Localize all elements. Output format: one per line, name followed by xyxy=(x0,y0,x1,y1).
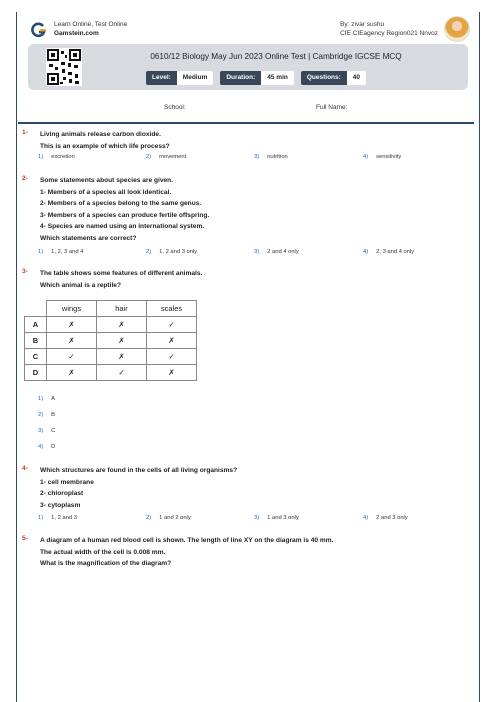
option-4[interactable] xyxy=(363,515,408,521)
option-text: 1 and 3 only xyxy=(267,515,299,521)
option-number: 2) xyxy=(146,515,152,521)
option-2[interactable] xyxy=(146,515,191,521)
question-number: 1- xyxy=(22,129,28,136)
option-number: 4) xyxy=(363,154,369,160)
question-number: 5- xyxy=(22,535,28,542)
question-text xyxy=(40,268,460,291)
questions-value: 40 xyxy=(347,71,366,85)
question-number: 2- xyxy=(22,175,28,182)
table-header-row xyxy=(25,301,197,317)
table-row xyxy=(25,317,197,333)
avatar[interactable] xyxy=(444,16,470,42)
question-text xyxy=(40,535,460,570)
option-4[interactable] xyxy=(363,154,401,160)
option-text: nutrition xyxy=(267,154,288,160)
table-cell: ✗ xyxy=(147,333,197,349)
school-label: School: xyxy=(164,104,186,111)
question-line: Which animal is a reptile? xyxy=(40,281,121,289)
option-text: 1, 2 and 3 xyxy=(51,515,77,521)
column-header: wings xyxy=(47,301,97,317)
option-3[interactable] xyxy=(254,515,299,521)
questions-key: Questions: xyxy=(301,71,347,85)
site-logo-icon xyxy=(30,22,46,38)
table-row xyxy=(25,349,197,365)
option-text: 1, 2 and 3 only xyxy=(159,249,198,255)
question-number: 3- xyxy=(22,268,28,275)
question-line: The actual width of the cell is 0.008 mm. xyxy=(40,548,166,556)
row-label: A xyxy=(25,317,47,333)
author-info xyxy=(340,20,438,38)
column-header: hair xyxy=(97,301,147,317)
table-cell: ✗ xyxy=(147,365,197,381)
options-row xyxy=(38,515,462,525)
level-pill xyxy=(146,71,213,85)
option-2[interactable] xyxy=(146,249,197,255)
table-cell: ✗ xyxy=(97,333,147,349)
option-text: 2, 3 and 4 only xyxy=(376,249,415,255)
test-header xyxy=(28,44,468,90)
question-line: The table shows some features of different animals. xyxy=(40,270,203,277)
table-cell: ✗ xyxy=(97,349,147,365)
option-number: 1) xyxy=(38,154,44,160)
level-key: Level: xyxy=(146,71,177,85)
option-text: A xyxy=(51,396,56,402)
table-cell: ✗ xyxy=(47,333,97,349)
option-number: 2) xyxy=(146,249,152,255)
option-text: 2 and 3 only xyxy=(376,515,408,521)
level-value: Medium xyxy=(177,71,214,85)
site-tagline xyxy=(54,20,127,38)
option-2[interactable] xyxy=(146,154,186,160)
option-number: 2) xyxy=(38,412,44,418)
option-number: 1) xyxy=(38,396,44,402)
table-cell: ✓ xyxy=(97,365,147,381)
question-line: Which structures are found in the cells of all living organisms? xyxy=(40,467,238,474)
question-line: 2- Members of a species belong to the same genus. xyxy=(40,200,202,207)
question-text xyxy=(40,129,460,152)
full-name-label: Full Name: xyxy=(316,104,348,111)
duration-value: 45 min xyxy=(261,71,294,85)
row-label: D xyxy=(25,365,47,381)
site-link[interactable]: Gamstein.com xyxy=(54,30,99,37)
option-1[interactable] xyxy=(38,154,75,160)
option-number: 1) xyxy=(38,249,44,255)
option-1[interactable] xyxy=(38,515,77,521)
option-text: 1, 2, 3 and 4 xyxy=(51,249,84,255)
animal-features-table xyxy=(24,300,197,381)
questions-pill xyxy=(301,71,366,85)
option-text: B xyxy=(51,412,56,418)
question-text xyxy=(40,175,460,244)
question-line: This is an example of which life process? xyxy=(40,142,170,150)
question-line: 1- cell membrane xyxy=(40,478,94,486)
option-text: 2 and 4 only xyxy=(267,249,299,255)
option-number: 3) xyxy=(254,515,260,521)
duration-key: Duration: xyxy=(220,71,261,85)
tagline-text: Learn Online, Test Online xyxy=(54,21,128,28)
option-number: 4) xyxy=(363,249,369,255)
option-3[interactable] xyxy=(254,154,288,160)
options-row xyxy=(38,154,462,164)
table-cell: ✓ xyxy=(47,349,97,365)
question-line: Living animals release carbon dioxide. xyxy=(40,131,161,138)
test-meta xyxy=(146,71,366,85)
question-line: Which statements are correct? xyxy=(40,234,137,242)
question-line: What is the magnification of the diagram? xyxy=(40,560,172,567)
question-line: 3- Members of a species can produce fertile offspring. xyxy=(40,211,210,219)
question-line: A diagram of a human red blood cell is shown. The length of line XY on the diagram is 40 mm. xyxy=(40,537,334,544)
question-text xyxy=(40,465,460,511)
table-cell: ✗ xyxy=(47,317,97,333)
options-row xyxy=(38,249,462,259)
option-text: D xyxy=(51,444,56,450)
question-line: 4- Species are named using an international system. xyxy=(40,223,205,230)
table-cell: ✓ xyxy=(147,349,197,365)
table-corner xyxy=(25,301,47,317)
question-line: 2- chloroplast xyxy=(40,490,84,497)
option-4[interactable] xyxy=(363,249,414,255)
question-line: 1- Members of a species all look identical. xyxy=(40,188,172,196)
table-cell: ✗ xyxy=(97,317,147,333)
option-number: 2) xyxy=(146,154,152,160)
table-cell: ✗ xyxy=(47,365,97,381)
option-text: movement xyxy=(159,154,187,160)
option-3[interactable] xyxy=(38,428,55,434)
option-number: 1) xyxy=(38,515,44,521)
option-text: 1 and 2 only xyxy=(159,515,191,521)
test-title: 0610/12 Biology May Jun 2023 Online Test | Cambridge IGCSE MCQ xyxy=(150,52,402,61)
option-number: 3) xyxy=(38,428,44,434)
top-bar xyxy=(30,18,470,44)
option-number: 4) xyxy=(363,515,369,521)
question-line: Some statements about species are given. xyxy=(40,177,174,184)
row-label: B xyxy=(25,333,47,349)
column-header: scales xyxy=(147,301,197,317)
option-text: C xyxy=(51,428,56,434)
author-name: By: zivar sushu xyxy=(340,21,385,28)
option-1[interactable] xyxy=(38,396,55,402)
option-2[interactable] xyxy=(38,412,55,418)
option-4[interactable] xyxy=(38,444,55,450)
option-number: 3) xyxy=(254,249,260,255)
question-number: 4- xyxy=(22,465,28,472)
option-1[interactable] xyxy=(38,249,83,255)
option-text: excretion xyxy=(51,154,75,160)
table-row xyxy=(25,333,197,349)
option-number: 4) xyxy=(38,444,44,450)
option-3[interactable] xyxy=(254,249,299,255)
table-cell: ✓ xyxy=(147,317,197,333)
option-number: 3) xyxy=(254,154,260,160)
table-row xyxy=(25,365,197,381)
duration-pill xyxy=(220,71,293,85)
header-divider xyxy=(18,122,474,124)
author-role: CIE CIEagency Region021 Nnvoz xyxy=(340,30,438,37)
option-text: sensitivity xyxy=(376,154,402,160)
question-line: 3- cytoplasm xyxy=(40,501,81,509)
row-label: C xyxy=(25,349,47,365)
